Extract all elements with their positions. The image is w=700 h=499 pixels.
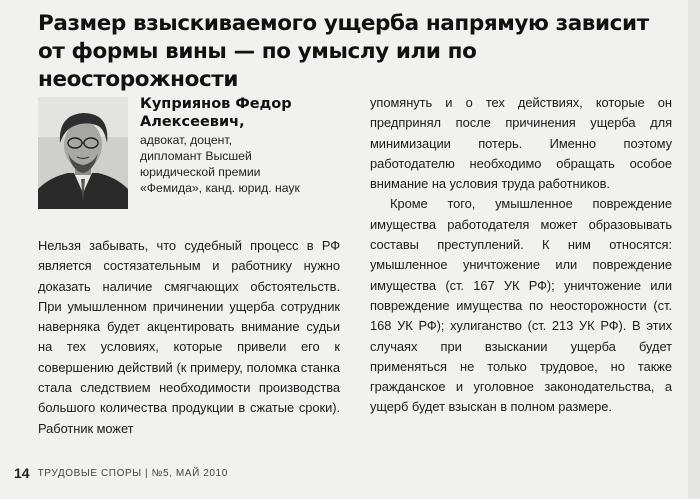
body-paragraph-criminal-liability: Кроме того, умышленное повреждение имущества работодателя может образовывать составы преступлений. К ним относятся: умышленное уничтожение или повреждение имущества (ст. 167 УК РФ); уничтожение или повреждение имущества по неосторожности (ст. 168 УК РФ); хулиганство (ст. 213 УК РФ). В этих случаях при взыскании ущерба будет применяться не только трудовое, но также гражданское и уголовное законодательства, а ущерб будет взыскан в полном размере.	[370, 196, 672, 415]
adjacent-page-edge	[688, 0, 700, 499]
author-bio-line-1: адвокат, доцент,	[140, 133, 232, 147]
author-bio-line-3: юридической премии	[140, 165, 261, 179]
author-credentials	[140, 132, 340, 196]
author-block	[140, 95, 340, 196]
body-paragraph-continued: упомянуть и о тех действиях, которые он предпринял после причинения ущерба для минимизации потерь. Именно поэтому работодателю необходимо обращать особое внимание на условия труда работников.	[370, 95, 672, 192]
page-footer	[14, 463, 228, 483]
publication-info: ТРУДОВЫЕ СПОРЫ | №5, МАЙ 2010	[37, 467, 228, 479]
body-column-left	[38, 236, 340, 439]
author-portrait-image	[38, 97, 128, 209]
author-name-line-2: Алексеевич,	[140, 114, 245, 130]
author-name-line-1: Куприянов Федор	[140, 96, 292, 112]
author-bio-line-2: дипломант Высшей	[140, 149, 252, 163]
body-paragraph: Нельзя забывать, что судебный процесс в РФ является состязательным и работнику нужно доказать наличие смягчающих обстоятельств. При умышленном причинении ущерба сотрудник наверняка будет акцентировать внимание судьи на тех условиях, которые привели его к совершению действий (к примеру, поломка станка стала следствием необходимости производства большого количества продукции в сжатые сроки). Работник может	[38, 238, 340, 436]
author-name	[140, 95, 340, 131]
article-headline	[38, 10, 678, 94]
headline-line-1: Размер взыскиваемого ущерба напрямую зависит	[38, 11, 649, 36]
author-bio-line-4: «Фемида», канд. юрид. наук	[140, 181, 300, 195]
headline-line-2: от формы вины — по умыслу или по неосторожности	[38, 39, 477, 92]
page-number: 14	[14, 465, 30, 481]
body-column-right	[370, 93, 672, 418]
author-photo	[38, 97, 128, 209]
